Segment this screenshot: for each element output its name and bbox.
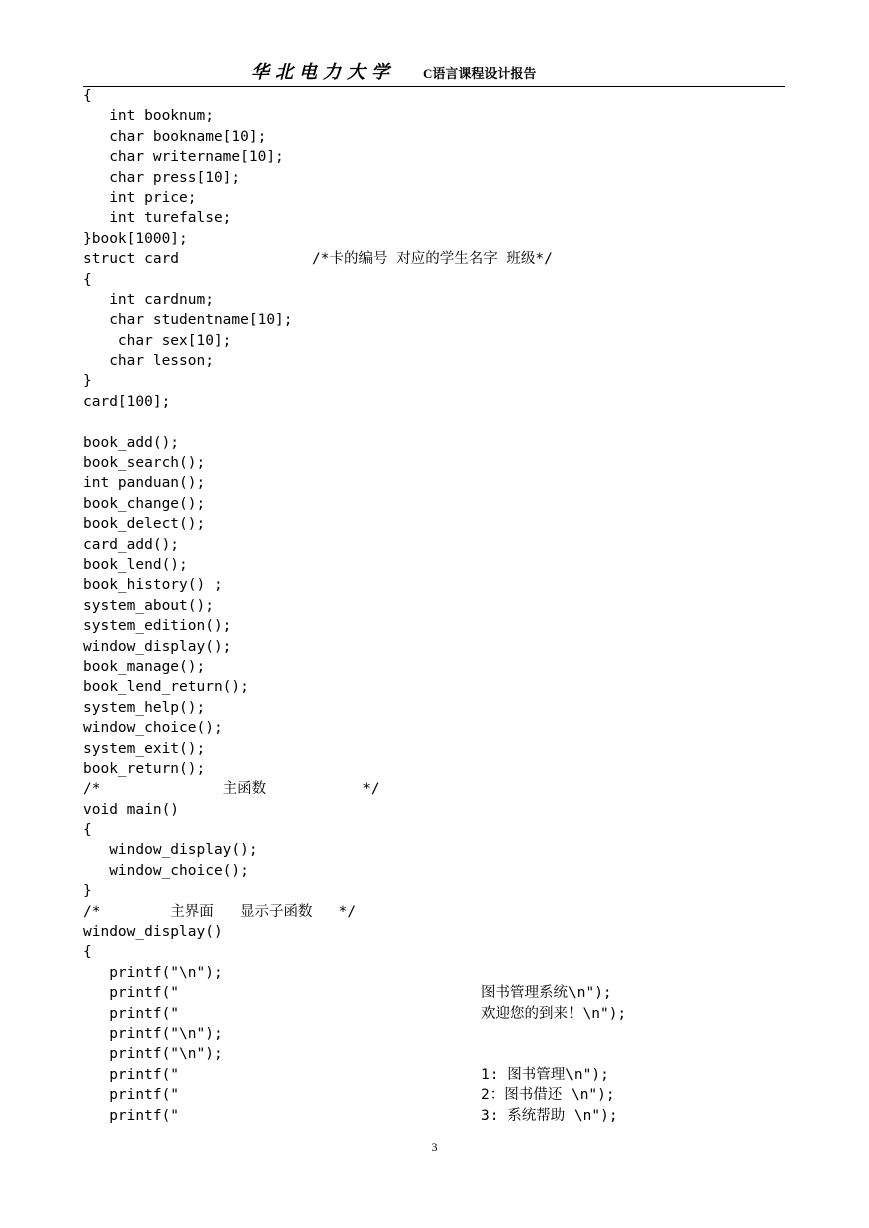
code-line	[83, 555, 803, 575]
code-line	[83, 942, 803, 962]
code-line	[83, 1044, 803, 1064]
code-line	[83, 698, 803, 718]
code-line	[83, 657, 803, 677]
page-number: 3	[431, 1140, 438, 1154]
code-line	[83, 535, 803, 555]
report-title: C语言课程设计报告	[423, 66, 537, 81]
code-line	[83, 453, 803, 473]
code-text: char sex[10];	[83, 332, 232, 349]
code-text: system_edition();	[83, 618, 232, 635]
code-text: char studentname[10];	[83, 312, 293, 329]
code-line	[83, 637, 803, 657]
code-line	[83, 1065, 803, 1085]
code-text: printf("	[83, 1087, 180, 1104]
printf-string: 欢迎您的到来！\n");	[481, 1005, 627, 1022]
code-text: window_choice();	[83, 862, 249, 879]
code-text: int cardnum;	[83, 291, 214, 308]
code-text: book_search();	[83, 455, 206, 472]
code-line	[83, 1024, 803, 1044]
code-line	[83, 494, 803, 514]
code-text: system_help();	[83, 699, 206, 716]
code-text: window_choice();	[83, 720, 223, 737]
code-line	[83, 902, 803, 922]
code-text: int price;	[83, 189, 197, 206]
university-logo: 华北电力大学	[251, 62, 395, 83]
code-line	[83, 168, 803, 188]
code-line	[83, 759, 803, 779]
code-text: card[100];	[83, 393, 171, 410]
code-text: system_about();	[83, 597, 214, 614]
code-text: book_delect();	[83, 516, 206, 533]
code-line	[83, 290, 803, 310]
code-line	[83, 840, 803, 860]
code-text: printf("	[83, 1066, 180, 1083]
code-line	[83, 881, 803, 901]
code-text: window_display()	[83, 924, 223, 941]
code-line	[83, 983, 803, 1003]
code-text: int panduan();	[83, 475, 206, 492]
code-line	[83, 800, 803, 820]
code-line	[83, 331, 803, 351]
code-line	[83, 473, 803, 493]
code-text: }book[1000];	[83, 230, 188, 247]
code-line	[83, 575, 803, 595]
code-text: card_add();	[83, 536, 180, 553]
code-text: window_display();	[83, 842, 258, 859]
code-text: printf("	[83, 1107, 180, 1124]
code-line	[83, 249, 803, 269]
code-line	[83, 1004, 803, 1024]
code-line	[83, 820, 803, 840]
code-text: struct card	[83, 251, 180, 268]
code-line	[83, 596, 803, 616]
code-text: system_exit();	[83, 740, 206, 757]
code-text: int booknum;	[83, 108, 214, 125]
code-line	[83, 371, 803, 391]
code-text: int turefalse;	[83, 210, 232, 227]
code-line	[83, 270, 803, 290]
code-line	[83, 229, 803, 249]
code-text: /* 主界面 显示子函数 */	[83, 903, 357, 920]
code-line	[83, 779, 803, 799]
code-line	[83, 208, 803, 228]
code-text: book_lend();	[83, 556, 188, 573]
code-line	[83, 310, 803, 330]
code-line	[83, 963, 803, 983]
code-text: printf("\n");	[83, 1025, 223, 1042]
code-line	[83, 1085, 803, 1105]
code-text: book_return();	[83, 760, 206, 777]
code-line	[83, 106, 803, 126]
code-line	[83, 739, 803, 759]
code-text: char bookname[10];	[83, 128, 267, 145]
code-line	[83, 616, 803, 636]
code-text: printf("\n");	[83, 964, 223, 981]
code-text: /* 主函数 */	[83, 781, 380, 798]
code-line	[83, 412, 803, 432]
code-line	[83, 86, 803, 106]
code-line	[83, 147, 803, 167]
code-text: char writername[10];	[83, 149, 284, 166]
code-text: printf("	[83, 985, 180, 1002]
printf-string: 3: 系统帮助 \n");	[481, 1107, 618, 1124]
code-line	[83, 188, 803, 208]
code-text: }	[83, 883, 92, 900]
printf-string: 图书管理系统\n");	[481, 985, 612, 1002]
code-line	[83, 718, 803, 738]
code-line	[83, 351, 803, 371]
code-text: book_change();	[83, 495, 206, 512]
code-line	[83, 433, 803, 453]
code-text: printf("	[83, 1005, 180, 1022]
code-comment: /*卡的编号 对应的学生名字 班级*/	[312, 251, 553, 268]
code-text: book_history() ;	[83, 577, 223, 594]
code-text: printf("\n");	[83, 1046, 223, 1063]
code-text: }	[83, 373, 92, 390]
code-text: book_lend_return();	[83, 679, 249, 696]
code-line	[83, 127, 803, 147]
code-line	[83, 392, 803, 412]
code-listing	[83, 86, 803, 1126]
code-text: char press[10];	[83, 169, 241, 186]
code-line	[83, 861, 803, 881]
page-header	[83, 52, 785, 87]
code-text: {	[83, 88, 92, 104]
code-text: book_add();	[83, 434, 180, 451]
code-line	[83, 514, 803, 534]
code-line	[83, 1106, 803, 1126]
code-line	[83, 677, 803, 697]
printf-string: 2：图书借还 \n");	[481, 1087, 615, 1104]
code-text: char lesson;	[83, 353, 214, 370]
code-text: {	[83, 944, 92, 961]
code-line	[83, 922, 803, 942]
code-text: {	[83, 822, 92, 839]
code-text: {	[83, 271, 92, 288]
code-text: void main()	[83, 801, 180, 818]
code-text: book_manage();	[83, 658, 206, 675]
printf-string: 1: 图书管理\n");	[481, 1066, 609, 1083]
code-text: window_display();	[83, 638, 232, 655]
